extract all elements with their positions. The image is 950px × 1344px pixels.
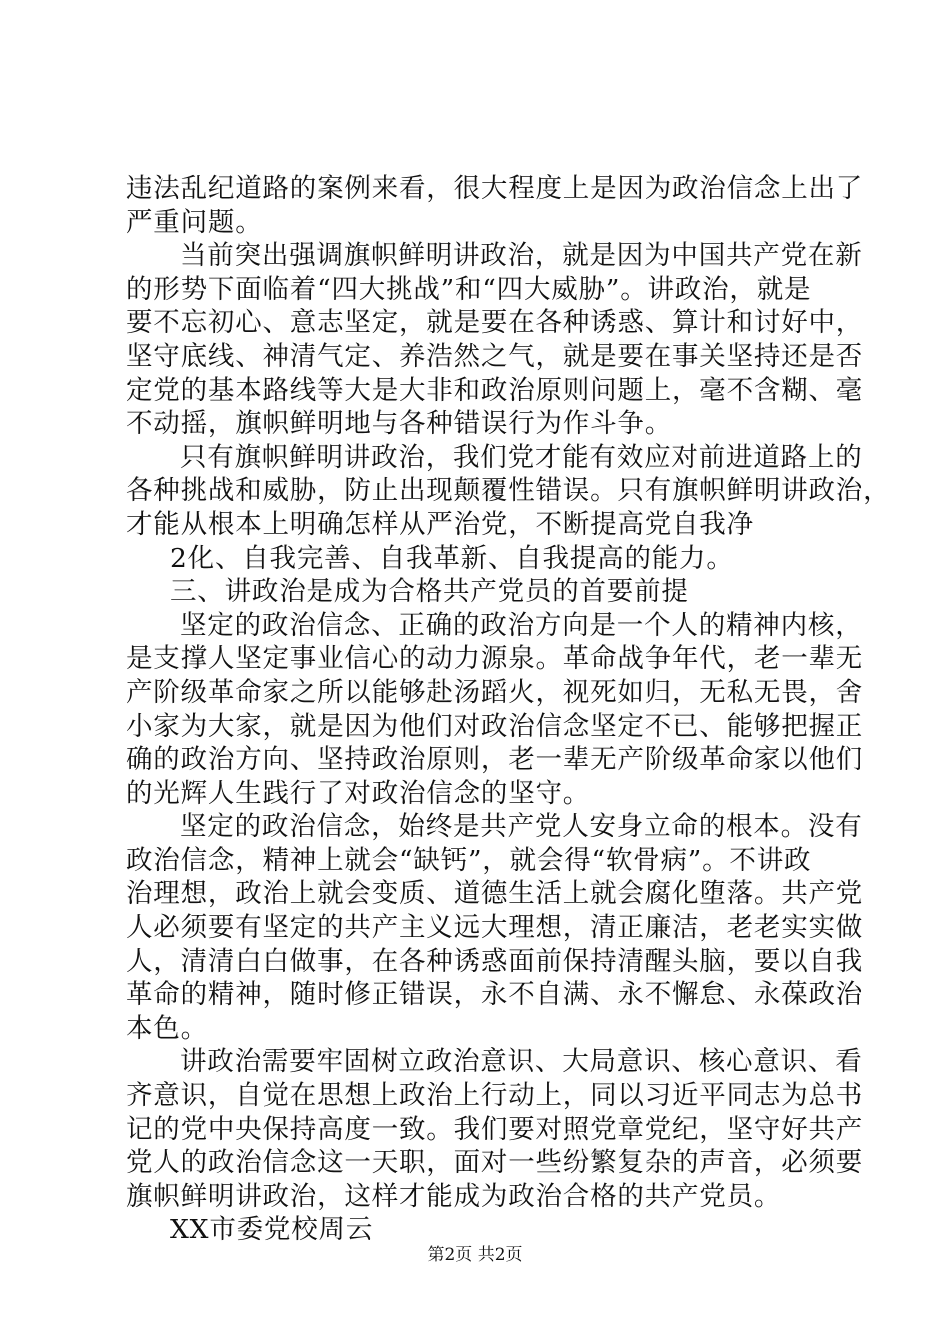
text-line: 党人的政治信念这一天职，面对一些纷繁复杂的声音，必须要 [126, 1147, 864, 1179]
text-line: 的形势下面临着“四大挑战”和“四大威胁”。讲政治，就是 [126, 273, 812, 305]
text-line: 只有旗帜鲜明讲政治，我们党才能有效应对前进道路上的 [180, 441, 863, 473]
text-line: 的光辉人生践行了对政治信念的坚守。 [126, 777, 591, 809]
text-line: 定党的基本路线等大是大非和政治原则问题上，毫不含糊、毫 [126, 374, 864, 406]
text-line: 旗帜鲜明讲政治，这样才能成为政治合格的共产党员。 [126, 1180, 782, 1212]
text-line: 政治信念，精神上就会“缺钙”，就会得“软骨病”。不讲政 [126, 844, 812, 876]
text-line: 当前突出强调旗帜鲜明讲政治，就是因为中国共产党在新 [180, 240, 863, 272]
text-line: 确的政治方向、坚持政治原则，老一辈无产阶级革命家以他们 [126, 744, 864, 776]
text-line: 讲政治需要牢固树立政治意识、大局意识、核心意识、看 [180, 1046, 863, 1078]
document-body [126, 172, 891, 1247]
text-line: 本色。 [126, 1012, 208, 1044]
text-line: 人必须要有坚定的共产主义远大理想，清正廉洁，老老实实做 [126, 912, 864, 944]
text-line: XX市委党校周云 [170, 1214, 374, 1246]
text-line: 产阶级革命家之所以能够赴汤蹈火，视死如归，无私无畏，舍 [126, 676, 864, 708]
text-line: 革命的精神，随时修正错误，永不自满、永不懈怠、永葆政治 [126, 979, 864, 1011]
text-line: 要不忘初心、意志坚定，就是要在各种诱惑、算计和讨好中， [126, 307, 864, 339]
text-line: 严重问题。 [126, 206, 263, 238]
text-line: 小家为大家，就是因为他们对政治信念坚定不已、能够把握正 [126, 710, 864, 742]
text-line: 齐意识，自觉在思想上政治上行动上，同以习近平同志为总书 [126, 1080, 864, 1112]
text-line: 坚定的政治信念、正确的政治方向是一个人的精神内核， [180, 609, 863, 641]
text-line: 坚守底线、神清气定、养浩然之气，就是要在事关坚持还是否 [126, 340, 864, 372]
text-line: 三、讲政治是成为合格共产党员的首要前提 [170, 576, 689, 608]
text-line: 才能从根本上明确怎样从严治党，不断提高党自我净 [126, 508, 754, 540]
text-line: 各种挑战和威胁，防止出现颠覆性错误。只有旗帜鲜明讲政治， [126, 475, 891, 507]
text-line: 人，清清白白做事，在各种诱惑面前保持清醒头脑，要以自我 [126, 945, 864, 977]
text-line: 是支撑人坚定事业信心的动力源泉。革命战争年代，老一辈无 [126, 643, 864, 675]
text-line: 违法乱纪道路的案例来看，很大程度上是因为政治信念上出了 [126, 173, 864, 204]
text-line: 记的党中央保持高度一致。我们要对照党章党纪，坚守好共产 [126, 1113, 864, 1145]
text-line: 不动摇，旗帜鲜明地与各种错误行为作斗争。 [126, 408, 672, 440]
text-line: 治理想，政治上就会变质、道德生活上就会腐化堕落。共产党 [126, 878, 864, 910]
page-footer: 第2页 共2页 [427, 1245, 523, 1265]
text-line: 2化、自我完善、自我革新、自我提高的能力。 [170, 542, 734, 574]
text-line: 坚定的政治信念，始终是共产党人安身立命的根本。没有 [180, 811, 863, 843]
